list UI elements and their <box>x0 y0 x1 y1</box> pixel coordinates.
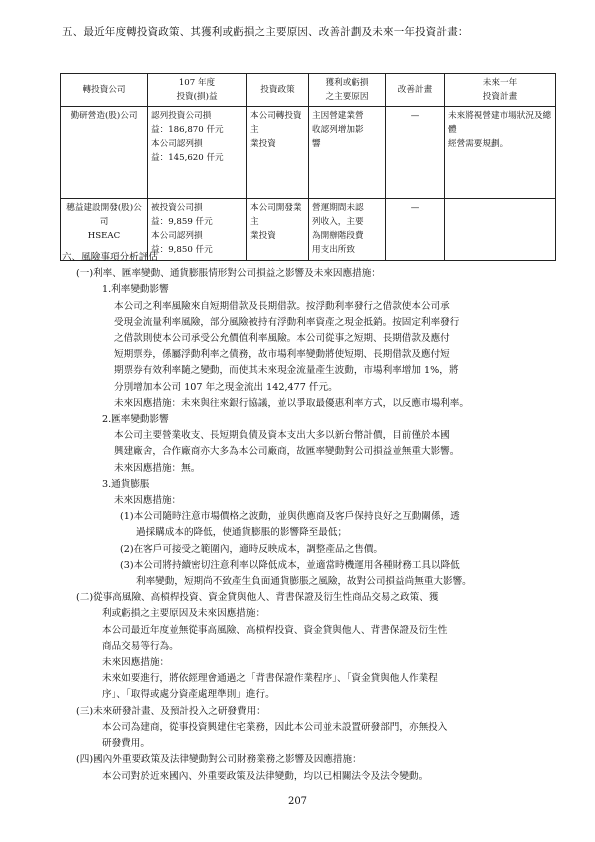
cell-line: 經營需要規劃。 <box>448 139 509 149</box>
text-line: 未來如要進行，將依經理會通過之「背書保證作業程序」、「資金貸與他人作業程 <box>102 673 438 685</box>
header-reason <box>309 74 386 107</box>
text-line: (二)從事高風險、高槓桿投資、資金貸與他人、背書保證及衍生性商品交易之政策、獲 <box>76 592 439 604</box>
text-line: 過採購成本的降低，使通貨膨脹的影響降至最低； <box>136 527 348 539</box>
text-line: 商品交易等行為。 <box>102 640 179 652</box>
text-line: 利率變動，短期尚不致產生負面通貨膨脹之風險，故對公司損益尚無重大影響。 <box>136 576 472 588</box>
cell-line: 被投資公司損 <box>151 203 203 213</box>
cell-future-plan <box>445 107 556 199</box>
header-reason-line2: 之主要原因 <box>325 92 369 102</box>
cell-line: 收認列增加影 <box>312 125 364 135</box>
cell-line: 本公司認列損 <box>151 231 203 241</box>
text-line: 未來因應措施：未來與往來銀行協議，並以爭取最優惠利率方式，以反應市場利率。 <box>114 397 469 409</box>
text-line: 未來因應措施： <box>102 657 170 669</box>
cell-line: 益：9,850 仟元 <box>151 245 213 255</box>
text-line: 本公司為建商，從事投資興建住宅業務，因此本公司並未設置研發部門，亦無投入 <box>102 721 448 733</box>
page-number: 207 <box>287 796 308 807</box>
cell-improvement: — <box>386 199 445 261</box>
header-future-plan <box>445 74 556 107</box>
section-6-heading: 六、風險事項分析評估 <box>62 252 158 263</box>
header-future-line2: 投資計畫 <box>482 92 518 102</box>
text-line: 期票券有效利率隨之變動，而使其未來現金流量產生波動，市場利率增加 1%，將 <box>114 365 459 377</box>
investment-table <box>60 73 556 261</box>
text-line: 本公司最近年度並無從事高風險、高槓桿投資、資金貸與他人、背書保證及衍生性 <box>102 624 448 636</box>
header-reason-line1: 獲利或虧損 <box>325 78 369 88</box>
header-pl-line1: 107 年度 <box>178 78 216 88</box>
text-line: 1.利率變動影響 <box>102 284 169 296</box>
text-line: 研發費用。 <box>102 738 150 750</box>
header-company: 轉投資公司 <box>61 74 148 107</box>
cell-line: 本公司開發業主 <box>250 203 302 227</box>
text-line: 未來因應措施：無。 <box>114 462 201 474</box>
header-policy: 投資政策 <box>247 74 309 107</box>
cell-line: 業投資 <box>250 231 276 241</box>
text-line: (1)本公司隨時注意市場價格之波動，並與供應商及客戶保持良好之互動關係，透 <box>120 511 460 523</box>
text-line: 受現金流量利率風險，部分風險被持有浮動利率資產之現金抵銷。按固定利率發行 <box>114 316 460 328</box>
text-line: 本公司之利率風險來自短期借款及長期借款。按浮動利率發行之借款使本公司承 <box>114 300 450 312</box>
header-improvement: 改善計畫 <box>386 74 445 107</box>
cell-profit-loss <box>148 107 247 199</box>
text-line: (3)本公司將持續密切注意利率以降低成本，並適當時機運用各種財務工具以降低 <box>120 559 460 571</box>
cell-line: 為開辦階段費 <box>312 231 364 241</box>
cell-line: 響 <box>312 139 321 149</box>
cell-line: 益：145,620 仟元 <box>151 153 224 163</box>
cell-reason <box>309 107 386 199</box>
cell-policy <box>247 107 309 199</box>
text-line: 短期票券，係屬浮動利率之債務，故市場利率變動將使短期、長期借款及應付短 <box>114 349 450 361</box>
cell-line: 本公司轉投資主 <box>250 111 302 135</box>
text-line: 分別增加本公司 107 年之現金流出 142,477 仟元。 <box>114 381 338 393</box>
cell-line: 業投資 <box>250 139 276 149</box>
cell-company <box>61 107 148 199</box>
cell-line: 認列投資公司損 <box>151 111 212 121</box>
cell-line: 營運期間未認 <box>312 203 364 213</box>
cell-line: 本公司認列損 <box>151 139 203 149</box>
cell-line: 益：186,870 仟元 <box>151 125 224 135</box>
section-5-heading: 五、最近年度轉投資政策、其獲利或虧損之主要原因、改善計劃及未來一年投資計畫： <box>62 26 469 38</box>
text-line: (2)在客戶可接受之範圍內，適時反映成本，調整產品之售價。 <box>120 543 384 555</box>
table-header-row <box>61 74 556 107</box>
cell-line: 勤研營造(股)公司 <box>70 111 138 121</box>
text-line: (一)利率、匯率變動、通貨膨脹情形對公司損益之影響及未來因應措施： <box>76 268 381 280</box>
header-future-line1: 未來一年 <box>482 78 518 88</box>
cell-line: 主因營建業營 <box>312 111 364 121</box>
text-line: 利或虧損之主要原因及未來因應措施： <box>102 608 266 620</box>
text-line: 之借款則使本公司承受公允價值利率風險。本公司從事之短期、長期借款及應付 <box>114 333 450 345</box>
table-row <box>61 107 556 199</box>
cell-improvement: — <box>386 107 445 199</box>
text-line: (三)未來研發計畫、及預計投入之研發費用： <box>76 705 266 717</box>
header-pl-line2: 投資(損)益 <box>176 92 218 102</box>
text-line: 序」、「取得或處分資產處理準則」進行。 <box>102 689 275 701</box>
text-line: 3.通貨膨脹 <box>102 478 150 490</box>
cell-line: 列收入，主要 <box>312 217 364 227</box>
cell-line: 益：9,859 仟元 <box>151 217 213 227</box>
cell-line: 穗益建設開發(股)公司 <box>66 203 142 227</box>
text-line: 興建廠舍，合作廠商亦大多為本公司廠商，故匯率變動對公司損益並無重大影響。 <box>114 446 460 458</box>
text-line: 2.匯率變動影響 <box>102 414 169 426</box>
text-line: 未來因應措施： <box>114 495 182 507</box>
section-6-body <box>62 250 558 785</box>
cell-line: 未來將視營建市場狀況及總體 <box>448 111 552 135</box>
text-line: 本公司對於近來國內、外重要政策及法律變動，均以已相關法令及法令變動。 <box>102 770 429 782</box>
text-line: 本公司主要營業收支、長短期負債及資本支出大多以新台幣計價，目前僅於本國 <box>114 430 450 442</box>
header-profit-loss <box>148 74 247 107</box>
text-line: (四)國內外重要政策及法律變動對公司財務業務之影響及因應措施： <box>76 754 362 766</box>
cell-line: HSEAC <box>87 231 121 241</box>
cell-line: 用支出所致 <box>312 245 355 255</box>
